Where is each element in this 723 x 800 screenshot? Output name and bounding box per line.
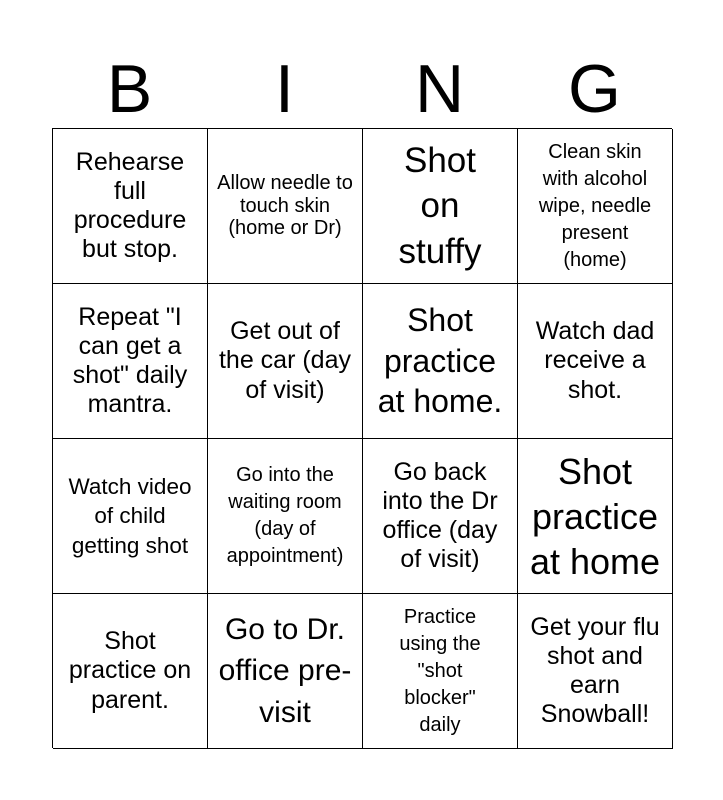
cell-text: Go back into the Dr office (day of visit) (382, 457, 498, 574)
bingo-cell[interactable] (518, 129, 673, 284)
cell-text: Rehearse full procedure but stop. (73, 147, 187, 264)
bingo-cell[interactable] (363, 129, 518, 284)
cell-text: Allow needle to touch skin (home or Dr) (217, 171, 353, 240)
bingo-cell[interactable] (208, 129, 363, 284)
bingo-cell[interactable] (208, 284, 363, 439)
bingo-cell[interactable] (208, 439, 363, 594)
cell-text: Go to Dr. office pre- visit (218, 612, 352, 729)
cell-text: Go into the waiting room (day of appointment) (226, 464, 344, 567)
cell-text: Practice using the "shot blocker" daily (399, 605, 481, 736)
bingo-cell[interactable] (208, 594, 363, 749)
header-letter-b: B (106, 51, 153, 127)
cell-text: Shot practice at home. (377, 301, 503, 420)
bingo-cell[interactable] (518, 439, 673, 594)
bingo-cell[interactable] (363, 284, 518, 439)
header-letter-i: I (275, 51, 294, 127)
cell-text: Shot practice at home (529, 450, 661, 582)
bingo-cell[interactable] (53, 439, 208, 594)
bingo-cell[interactable] (518, 284, 673, 439)
cell-text: Watch video of child getting shot (68, 474, 192, 558)
cell-text: Get your flu shot and earn Snowball! (530, 612, 660, 729)
cell-text: Shot practice on parent. (68, 627, 192, 714)
bingo-grid (52, 128, 672, 748)
header-letter-n: N (414, 51, 465, 127)
cell-text: Watch dad receive a shot. (535, 317, 655, 404)
bingo-cell[interactable] (363, 439, 518, 594)
bingo-header (52, 52, 672, 127)
bingo-cell[interactable] (518, 594, 673, 749)
cell-text: Clean skin with alcohol wipe, needle present (home) (538, 140, 652, 271)
bingo-cell[interactable] (53, 129, 208, 284)
header-letter-g: G (568, 51, 621, 127)
cell-text: Get out of the car (day of visit) (218, 317, 351, 404)
bingo-cell[interactable] (53, 284, 208, 439)
cell-text: Shot on stuffy (398, 140, 482, 271)
bingo-cell[interactable] (53, 594, 208, 749)
cell-text: Repeat "I can get a shot" daily mantra. (72, 302, 188, 419)
bingo-cell[interactable] (363, 594, 518, 749)
